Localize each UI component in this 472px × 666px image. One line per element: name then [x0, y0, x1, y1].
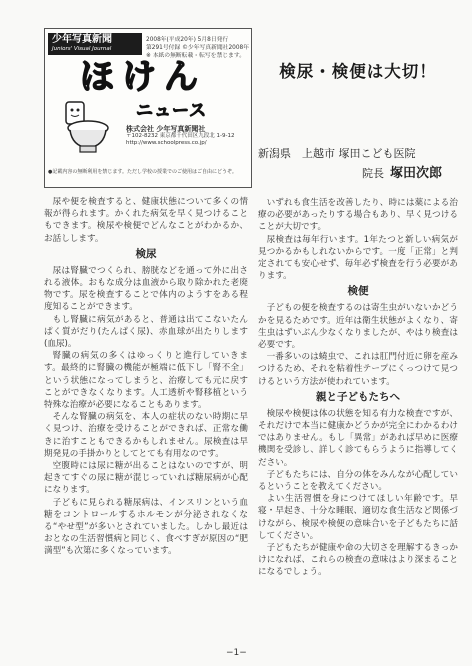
- author-byline: [362, 162, 442, 181]
- newsletter-title: ほけん: [80, 57, 206, 97]
- publisher-name: 株式会社 少年写真新聞社: [126, 125, 206, 133]
- paragraph: 尿検査は毎年行います。1年たつと新しい病気が見つかるかもしれないからです。一度「正常」と判定されても安心せず、毎年必ず検査を行う必要があります。: [258, 234, 458, 282]
- paragraph: 空腹時には尿に糖が出ることはないのですが、明起きてすぐの尿に糖が混じっていれば糖尿病が心配になります。: [44, 461, 248, 496]
- section-heading-urinalysis: 検尿: [135, 247, 157, 260]
- logo-text: 少年写真新聞: [52, 34, 112, 45]
- left-column: [44, 196, 248, 558]
- issue-date: 2008年(平成20年) 5月8日発行: [146, 37, 229, 43]
- paragraph: そんな腎臓の病気を、本人の症状のない時期に早く見つけ、治療を受けることができれば、正常な働きに治すこともできるかもしれません。尿検査は早期発見の手掛かりとしてとても有用なのです。: [44, 412, 248, 459]
- newsletter-subtitle: ニュース: [136, 101, 208, 121]
- paragraph: いずれも食生活を改善したり、時には薬による治療の必要があったりする場合もあり、早く見つけることが大切です。: [258, 198, 458, 233]
- publisher-url: http://www.schoolpress.co.jp/: [126, 140, 207, 146]
- paragraph: もし腎臓に病気があると、普通は出てこないたんぱく質がだり(たんぱく尿)、赤血球が出たりします(血尿)。: [44, 314, 248, 350]
- paragraph: 尿は腎臓でつくられ、膀胱などを通って外に出される液体。おもな成分は血液から取り除かれた老廃物です。尿を検査することで体内のようすをある程度知ることができます。: [44, 265, 248, 313]
- section-heading-parents: 親と子どもたちへ: [316, 390, 400, 403]
- author-name: 塚田次郎: [390, 166, 443, 181]
- issue-number: 第291号付録 ©少年写真新聞社2008年: [146, 45, 250, 51]
- article-title: 検尿・検便は大切！: [279, 62, 437, 81]
- paragraph: 子どもたちには、自分の体をみんなが心配しているということを教えてください。: [258, 469, 458, 493]
- publisher-logo: [48, 33, 142, 55]
- right-column: [258, 197, 458, 579]
- author-affiliation: 新潟県 上越市 塚田こども医院: [258, 147, 416, 160]
- author-role: 院長: [362, 167, 384, 180]
- page-number: −1−: [226, 648, 247, 658]
- paragraph: 検尿や検便は体の状態を知る有力な検査ですが、それだけで本当に健康かどうかが完全にわかるわけではありません。もし「異常」があれば早めに医療機関を受診し、詳しく診てもらうように指導してください。: [258, 408, 458, 468]
- logo-subtext: Juniors' Visual Journal: [52, 46, 112, 52]
- toilet-illustration-icon: [58, 96, 118, 156]
- publisher-address: 〒102-8232 東京都千代田区九段北 1-9-12: [126, 133, 235, 139]
- paragraph: 子どもたちが健康や命の大切さを理解するきっかけになれば、これらの検査の意味はより深まることになるでしょう。: [258, 543, 458, 578]
- section-heading-stool-test: 検便: [347, 285, 369, 298]
- paragraph: よい生活習慣を身につけてほしい年齢です。早寝・早起き、十分な睡眠、適切な食生活など関係づけながら、検尿や検便の意味合いを子どもたちに話してください。: [258, 494, 458, 541]
- paragraph: 子どもに見られる糖尿病は、インスリンという血糖をコントロールするホルモンが分泌されなくなる“やせ型”が多いとされていました。しかし最近はおとなの生活習慣病と同じく、食べすぎが原因の“肥満型”も次第に多くなっています。: [44, 497, 248, 557]
- paragraph: 子どもの便を検査するのは寄生虫がいないかどうかを見るためです。近年は衛生状態がよくなり、寄生虫はずいぶん少なくなりましたが、やはり検査は必要です。: [258, 303, 458, 351]
- paragraph: 一番多いのは蟯虫で、これは肛門付近に卵を産みつけるため、それを粘着性テープにくっつけて見つけるという方法が使われています。: [258, 352, 458, 387]
- paragraph: 腎臓の病気の多くはゆっくりと進行していきます。最終的に腎臓の機能が極端に低下し「腎不全」という状態になってしまうと、治療しても元に戻すことができなくなります。人工透析や腎移植という特殊な治療が必要になることもあります。: [44, 351, 248, 411]
- issue-note: ※ 本紙の無断転載・転写を禁じます。: [146, 53, 245, 59]
- usage-notice: ●記載内容の無断利用を禁じます。ただし学校の授業でのご使用はご自由にどうぞ。: [48, 169, 237, 175]
- intro-paragraph: 尿や便を検査すると、健康状態について多くの情報が得られます。かくれた病気を早く見つけることもできます。検尿や検便でどんなことがわかるか、お話しします。: [44, 197, 248, 244]
- publisher-info: [126, 126, 248, 147]
